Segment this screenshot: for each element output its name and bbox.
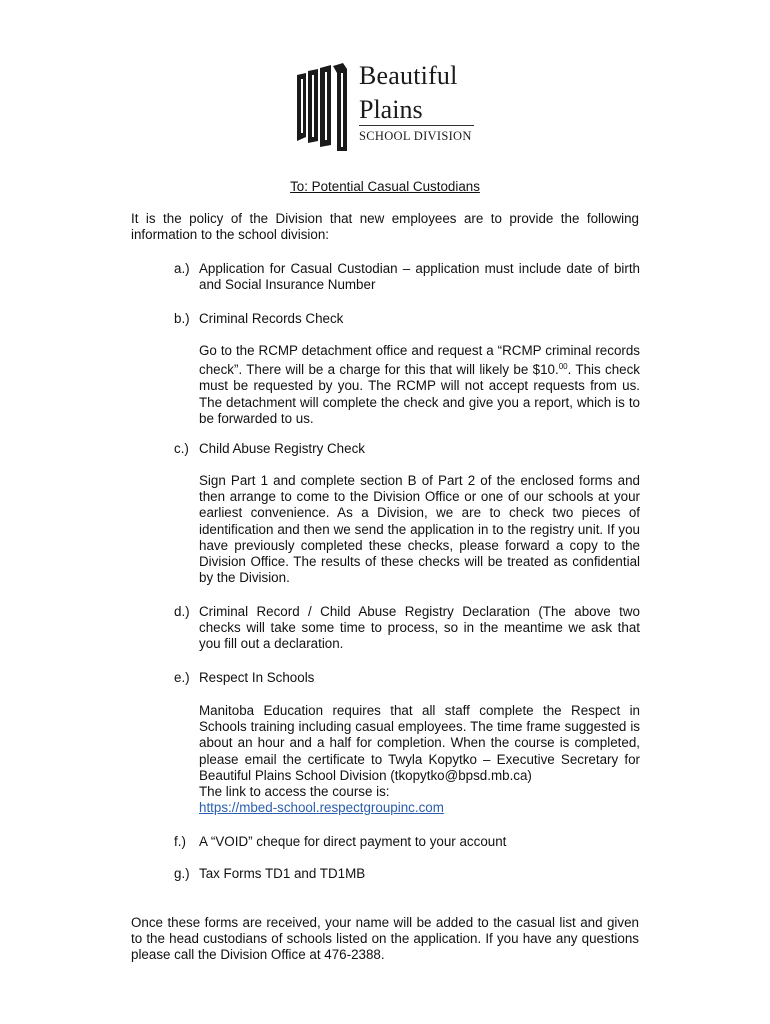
list-item-label: a.) (174, 261, 190, 276)
logo-pillars-icon (297, 63, 355, 153)
list-item-label: c.) (174, 441, 189, 456)
criminal-check-body (199, 343, 640, 427)
respect-in-schools-text: Manitoba Education requires that all staff complete the Respect in Schools training including casual employees. The time frame suggested is about an hour and a half for completion. When the course is completed, please email the certificate to Twyla Kopytko – Executive Secretary for Beautiful Plains School Division (tkopytko@bpsd.mb.ca) (199, 703, 640, 783)
course-link[interactable]: https://mbed-school.respectgroupinc.com (199, 800, 444, 816)
list-item-text: Tax Forms TD1 and TD1MB (199, 866, 366, 881)
list-item-a (174, 261, 640, 293)
list-item-text: Child Abuse Registry Check (199, 441, 365, 456)
criminal-check-body-start: Go to the RCMP detachment office and request a “RCMP criminal records check”. There will be a charge for this that will likely be $10. (199, 343, 640, 378)
list-item-label: g.) (174, 866, 190, 881)
list-item-g (174, 866, 640, 882)
list-item-label: f.) (174, 834, 186, 849)
logo-line-school-division: SCHOOL DIVISION (359, 129, 472, 143)
logo-line-beautiful: Beautiful (359, 61, 458, 90)
list-item-f (174, 834, 640, 850)
list-item-text: A “VOID” cheque for direct payment to your account (199, 834, 507, 849)
price-cents-superscript: 00 (558, 362, 568, 372)
logo-divider (359, 125, 474, 126)
list-item-b (174, 311, 640, 327)
list-item-text: Criminal Records Check (199, 311, 344, 326)
respect-in-schools-body (199, 703, 640, 816)
list-item-text: Criminal Record / Child Abuse Registry Declaration (The above two checks will take some time to process, so in the meantime we ask that you fill out a declaration. (199, 604, 640, 652)
list-item-label: e.) (174, 670, 190, 685)
page-title: To: Potential Casual Custodians (290, 179, 480, 194)
criminal-check-body-end: . This check must be requested by you. The RCMP will not accept requests from us. The detachment will complete the check and give you a report, which is to be forwarded to us. (199, 362, 640, 426)
intro-paragraph: It is the policy of the Division that new employees are to provide the following information to the school division: (131, 211, 639, 243)
logo-line-plains: Plains (359, 95, 423, 124)
list-item-e (174, 670, 640, 686)
division-logo (297, 63, 477, 153)
list-item-text: Respect In Schools (199, 670, 315, 685)
course-link-intro: The link to access the course is: (199, 784, 390, 800)
list-item-d (174, 604, 640, 653)
list-item-text: Application for Casual Custodian – application must include date of birth and Social Insurance Number (199, 261, 640, 293)
list-item-c (174, 441, 640, 457)
closing-paragraph: Once these forms are received, your name will be added to the casual list and given to the head custodians of schools listed on the application. If you have any questions please call the Division Office at 476-2388. (131, 915, 639, 963)
child-abuse-check-body: Sign Part 1 and complete section B of Part 2 of the enclosed forms and then arrange to come to the Division Office or one of our schools at your earliest convenience. As a Division, we are to check two pieces of identification and then we send the application in to the registry unit. If you have previously completed these checks, please forward a copy to the Division Office. The results of these checks will be treated as confidential by the Division. (199, 473, 640, 586)
list-item-label: b.) (174, 311, 190, 326)
list-item-label: d.) (174, 604, 190, 619)
